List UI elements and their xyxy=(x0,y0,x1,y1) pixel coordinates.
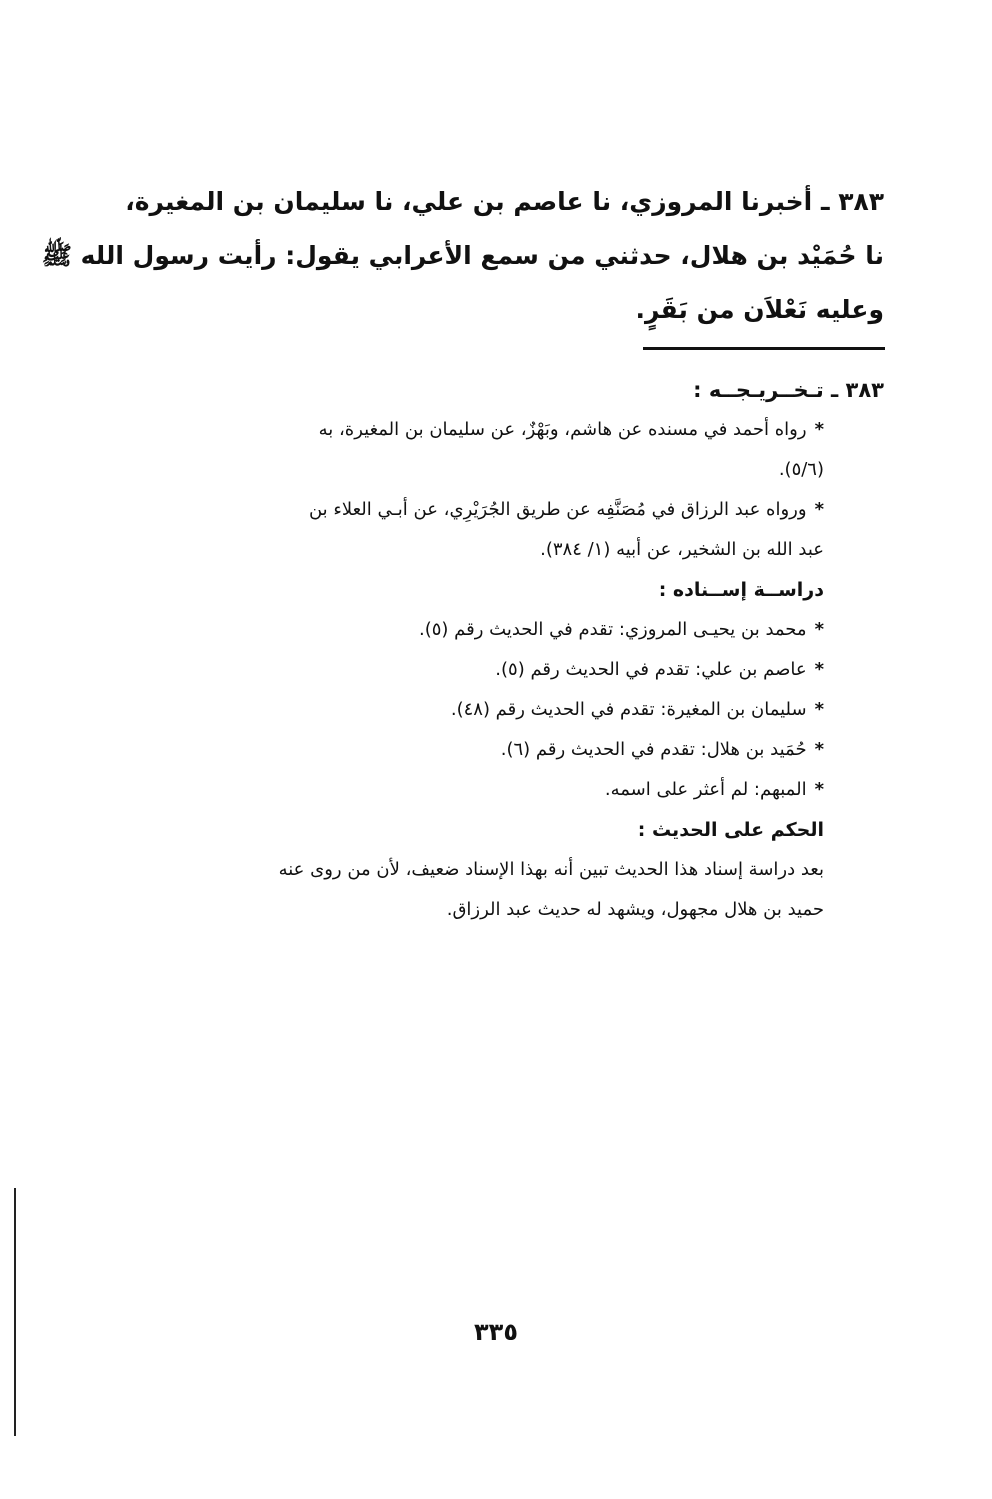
hadith-line-3: وعليه نَعْلاَن من بَقَرٍ. xyxy=(635,295,884,324)
footnote-divider xyxy=(643,347,885,350)
bullet-icon: * xyxy=(814,699,824,720)
bullet-icon: * xyxy=(814,739,824,760)
hadith-dash: ـ xyxy=(820,187,830,216)
takhrij-item-2 xyxy=(132,490,884,530)
dirasa-item-text: سليمان بن المغيرة: تقدم في الحديث رقم (٤٨). xyxy=(450,699,807,720)
bullet-icon: * xyxy=(814,659,824,680)
hadith-text xyxy=(41,175,884,337)
bullet-icon: * xyxy=(814,419,824,440)
dirasa-item-text: عاصم بن علي: تقدم في الحديث رقم (٥). xyxy=(495,659,807,680)
hukm-text-line-1: بعد دراسة إسناد هذا الحديث تبين أنه بهذا الإسناد ضعيف، لأن من روى عنه xyxy=(278,859,824,880)
takhrij-item-2-cont: عبد الله بن الشخير، عن أبيه (١/ ٣٨٤). xyxy=(540,539,824,560)
scan-edge-line xyxy=(14,1188,16,1436)
bullet-icon: * xyxy=(814,779,824,800)
hadith-number: ٣٨٣ xyxy=(838,187,884,216)
dirasa-item-text: محمد بن يحيـى المروزي: تقدم في الحديث رقم (٥). xyxy=(419,619,807,640)
hadith-line-1 xyxy=(125,175,884,229)
dirasa-heading: دراســة إســناده : xyxy=(658,579,824,601)
hukm-text-line-2: حميد بن هلال مجهول، ويشهد له حديث عبد الرزاق. xyxy=(446,899,824,920)
bullet-icon: * xyxy=(814,619,824,640)
takhrij-item-1-cont: (٥/٦). xyxy=(778,459,824,480)
footnotes xyxy=(132,370,884,930)
takhrij-item-1-text: رواه أحمد في مسنده عن هاشم، وبَهْزٌ، عن سليمان بن المغيرة، به xyxy=(318,419,807,440)
takhrij-item-1 xyxy=(132,410,884,450)
dirasa-item xyxy=(132,730,884,770)
dirasa-item-text: المبهم: لم أعثر على اسمه. xyxy=(604,779,807,800)
hadith-line-2: نا حُمَيْد بن هلال، حدثني من سمع الأعرابي يقول: رأيت رسول الله ﷺ xyxy=(41,241,884,270)
hadith-line-1-text: أخبرنا المروزي، نا عاصم بن علي، نا سليمان بن المغيرة، xyxy=(125,187,813,216)
dirasa-item xyxy=(132,650,884,690)
dirasa-item xyxy=(132,770,884,810)
bullet-icon: * xyxy=(814,499,824,520)
page-number: ٣٣٥ xyxy=(474,1318,518,1346)
dirasa-item xyxy=(132,610,884,650)
dirasa-item-text: حُمَيد بن هلال: تقدم في الحديث رقم (٦). xyxy=(500,739,807,760)
dirasa-item xyxy=(132,690,884,730)
hukm-heading: الحكم على الحديث : xyxy=(637,819,824,841)
takhrij-item-2-text: ورواه عبد الرزاق في مُصَنَّفِه عن طريق الجُرَيْرِي، عن أبـي العلاء بن xyxy=(308,499,807,520)
takhrij-heading: ٣٨٣ ـ تـخــريـجــه : xyxy=(693,378,884,402)
